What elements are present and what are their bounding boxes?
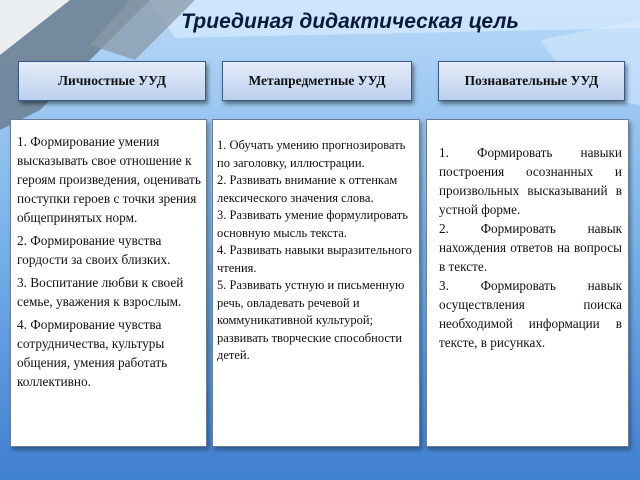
list-item: 1. Формирование умения высказывать свое отношение к героям произведения, оценивать поступки героев с точки зрения общепринятых норм. xyxy=(17,134,201,225)
slide-title: Триединая дидактическая цель xyxy=(181,10,519,33)
list-item: 4. Развивать навыки выразительного чтения. xyxy=(217,243,412,275)
list-item: 3. Формировать навык осуществления поиска необходимой информации в тексте, в рисунках. xyxy=(439,278,622,350)
heading-cognitive-uud: Познавательные УУД xyxy=(438,61,625,101)
cognitive-uud-box xyxy=(426,119,629,447)
list-item: 2. Формировать навык нахождения ответов на вопросы в тексте. xyxy=(439,221,622,274)
heading-personal-uud: Личностные УУД xyxy=(18,61,206,101)
list-item: 3. Развивать умение формулировать основную мысль текста. xyxy=(217,208,408,240)
list-item: 5. Развивать устную и письменную речь, овладевать речевой и коммуникативной культурой; развивать творческие способности детей. xyxy=(217,278,405,362)
list-item: 4. Формирование чувства сотрудничества, культуры общения, умения работать коллективно. xyxy=(17,317,168,389)
personal-uud-box xyxy=(10,119,207,447)
heading-metasubject-uud: Метапредметные УУД xyxy=(222,61,412,101)
list-item: 2. Развивать внимание к оттенкам лексического значения слова. xyxy=(217,173,398,205)
list-item: 1. Формировать навыки построения осознанных и произвольных высказываний в устной форме. xyxy=(439,145,622,217)
list-item: 1. Обучать умению прогнозировать по заголовку, иллюстрации. xyxy=(217,138,406,170)
list-item: 3. Воспитание любви к своей семье, уважения к взрослым. xyxy=(17,275,184,309)
list-item: 2. Формирование чувства гордости за своих близких. xyxy=(17,233,171,267)
metasubject-uud-box xyxy=(212,119,420,447)
